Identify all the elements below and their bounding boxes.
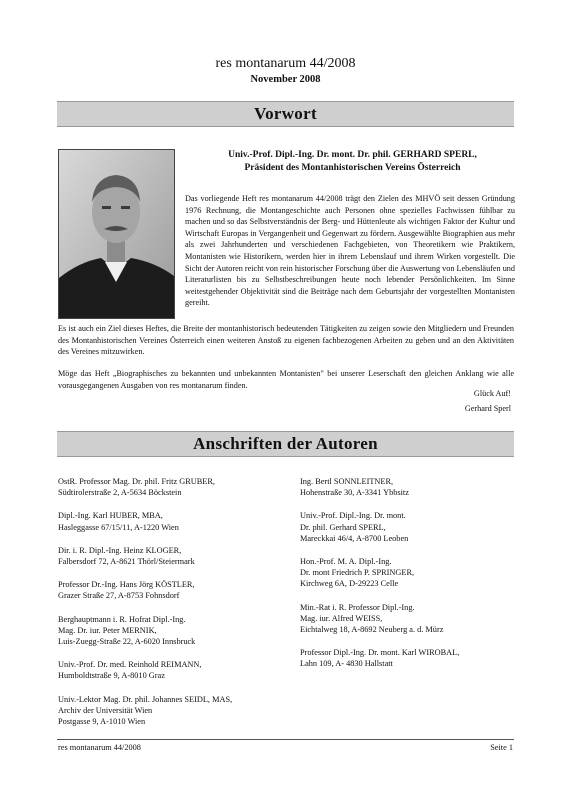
address-line: OstR. Professor Mag. Dr. phil. Fritz GRUBER, [58, 477, 215, 486]
publication-date: November 2008 [250, 74, 321, 85]
author-address [300, 602, 520, 636]
author-address [58, 614, 283, 648]
address-line: Luis-Zuegg-Straße 22, A-6020 Innsbruck [58, 637, 196, 647]
address-line: Hon.-Prof. M. A. Dipl.-Ing. [300, 557, 392, 567]
address-line: Professor Dr.-Ing. Hans Jörg KÖSTLER, [58, 580, 195, 590]
author-address [300, 647, 520, 669]
author-address [58, 659, 283, 681]
address-line: Mag. Dr. iur. Peter MERNIK, [58, 625, 157, 635]
address-line: Berghauptmann i. R. Hofrat Dipl.-Ing. [58, 614, 186, 624]
vorwort-paragraph-2: Es ist auch ein Ziel dieses Heftes, die Breite der montanhistorisch bedeutenden Tätigkeiten zu zeigen sowie den Mitgliedern und Freunden des Montanhistorischen Vereines Österreich einen weiteren Anstoß zu eigenen fachbezogenen Arbeiten zu geben und an den Aktivitäten des Vereines mitzuwirken. [58, 324, 514, 357]
author-address [58, 545, 283, 567]
address-line: Dr. mont Friedrich P. SPRINGER, [300, 568, 415, 578]
address-line: Min.-Rat i. R. Professor Dipl.-Ing. [300, 602, 415, 612]
address-line: Kirchweg 6A, D-29223 Celle [300, 579, 399, 589]
address-line: Mareckkai 46/4, A-8700 Leoben [300, 533, 409, 543]
authors-heading: Anschriften der Autoren [57, 431, 514, 457]
page-number: Seite 1 [490, 743, 513, 752]
address-line: Hasleggasse 67/15/11, A-1220 Wien [58, 522, 179, 532]
vorwort-heading: Vorwort [57, 101, 514, 127]
address-line: Univ.-Prof. Dipl.-Ing. Dr. mont. [300, 511, 406, 521]
author-address [300, 510, 520, 544]
address-line: Dr. phil. Gerhard SPERL, [300, 522, 386, 532]
author-name: Univ.-Prof. Dipl.-Ing. Dr. mont. Dr. phil. GERHARD SPERL, [228, 150, 477, 160]
author-address [58, 476, 283, 498]
author-heading [185, 149, 520, 175]
address-line: Eichtalweg 18, A-8692 Neuberg a. d. Mürz [300, 625, 444, 635]
author-address [58, 510, 283, 532]
author-address [300, 476, 520, 498]
address-line: Postgasse 9, A-1010 Wien [58, 717, 146, 727]
author-portrait [58, 149, 175, 319]
address-line: Univ.-Prof. Dr. med. Reinhold REIMANN, [58, 660, 202, 670]
author-role: Präsident des Montanhistorischen Vereins Österreich [244, 163, 461, 173]
address-line: Univ.-Lektor Mag. Dr. phil. Johannes SEIDL, MAS, [58, 694, 233, 704]
address-line: Mag. iur. Alfred WEISS, [300, 613, 383, 623]
address-line: Lahn 109, A- 4830 Hallstatt [300, 659, 393, 669]
address-line: Grazer Straße 27, A-8753 Fohnsdorf [58, 591, 180, 601]
author-address [58, 694, 283, 728]
author-address [58, 579, 283, 601]
address-line: Dipl.-Ing. Karl HUBER, MBA, [58, 511, 163, 521]
address-line: Hohenstraße 30, A-3341 Ybbsitz [300, 488, 409, 498]
publication-title: res montanarum 44/2008 [215, 56, 356, 71]
address-line: Humboldtstraße 9, A-8010 Graz [58, 671, 165, 681]
address-line: Archiv der Universität Wien [58, 705, 153, 715]
greeting: Glück Auf! [473, 389, 511, 398]
footer-divider [57, 739, 514, 740]
authors-column-right [300, 476, 520, 682]
authors-column-left [58, 476, 283, 739]
vorwort-paragraph-3: Möge das Heft „Biographisches zu bekannten und unbekannten Montanisten" bei unserer Leserschaft den gleichen Anklang wie alle vorausgegangenen Ausgaben von res montanarum finden. [58, 369, 514, 390]
address-line: Südtirolerstraße 2, A-5634 Böckstein [58, 488, 182, 498]
address-line: Ing. Bertl SONNLEITNER, [300, 477, 394, 486]
vorwort-paragraph-1: Das vorliegende Heft res montanarum 44/2008 trägt den Zielen des MHVÖ seit dessen Gründung 1976 Rechnung, die Montangeschichte auch Personen ohne spezielles Fachwissen fühlbar zu machen und so das Selbstverständnis der Berg- und Hüttenleute als wichtigen Faktor der Kultur und Wirtschaft Europas in Vergangenheit und Gegenwart zu fördern. Ausgewählte Biographien aus mehr als zwei Jahrhunderten und verschiedenen Fachgebieten, von Theoretikern wie Praktikern, Montanisten wie Historikern, werden hier in ihrem Lebenslauf und ihrem Wirken vorgestellt. Die Sicht der Autoren reicht von rein historischer Forschung über die Auswertung von Lebensläufen und Literaturlisten bis zu Selbstbeschreibungen heute noch lebender Persönlichkeiten. Im Sinne weitestgehender Objektivität sind die Beiträge nach dem Geburtsjahr der vorgestellten Montanisten gereiht. [185, 194, 515, 308]
footer-publication: res montanarum 44/2008 [58, 743, 141, 752]
address-line: Dir. i. R. Dipl.-Ing. Heinz KLOGER, [58, 545, 182, 555]
author-address [300, 556, 520, 590]
address-line: Professor Dipl.-Ing. Dr. mont. Karl WIROBAL, [300, 648, 460, 658]
address-line: Falbersdorf 72, A-8621 Thörl/Steiermark [58, 557, 195, 567]
signature-name: Gerhard Sperl [464, 404, 511, 413]
